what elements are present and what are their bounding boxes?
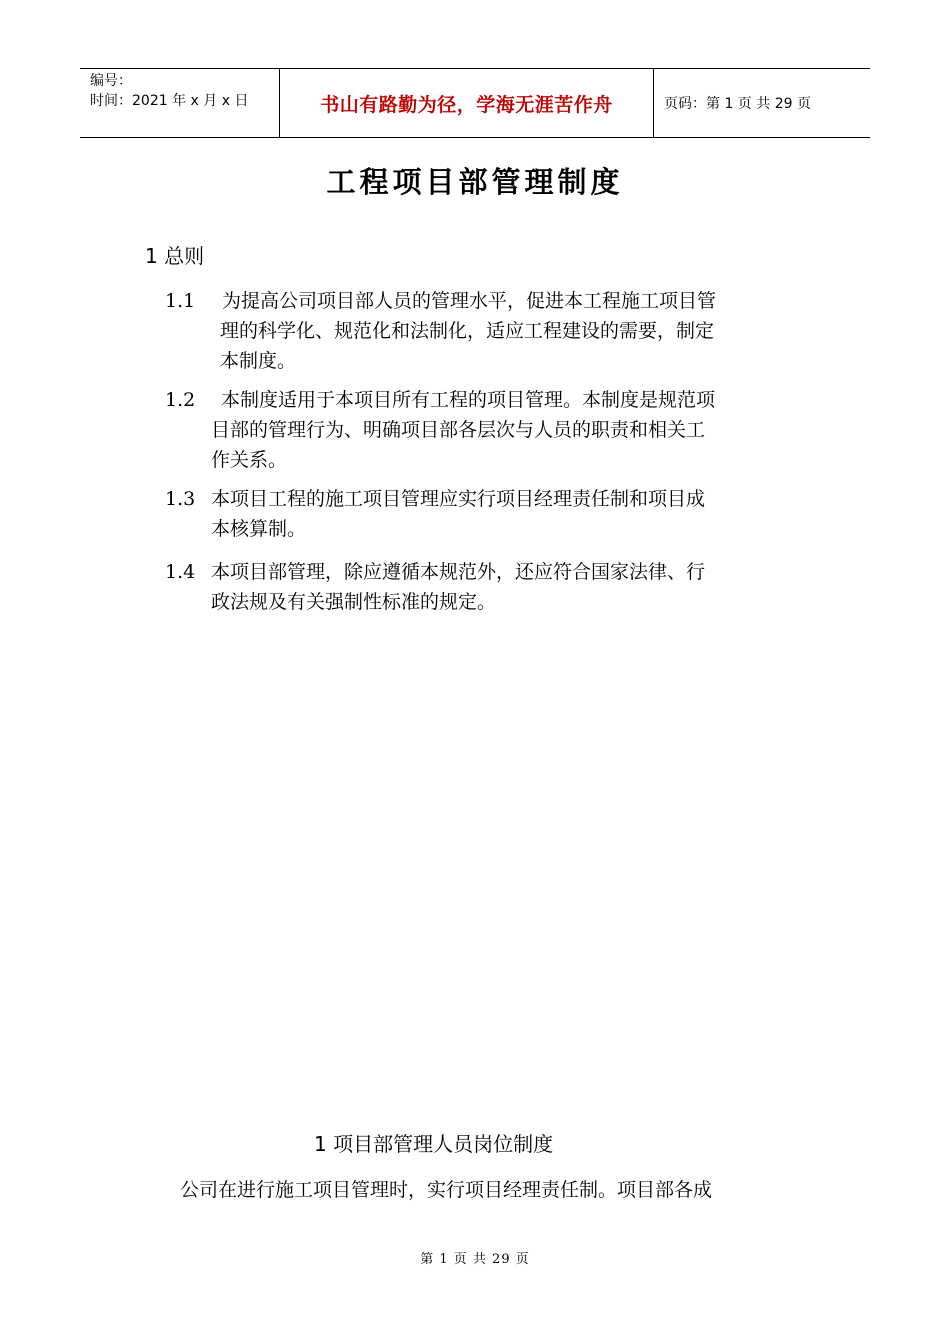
clause-line: 政法规及有关强制性标准的规定。: [211, 591, 497, 613]
header-page-cell: [654, 69, 870, 137]
clause-number: 1.1: [165, 290, 196, 312]
clause-line: 为提高公司项目部人员的管理水平，促进本工程施工项目管: [222, 290, 717, 312]
clause-line: 理的科学化、规范化和法制化，适应工程建设的需要，制定: [220, 320, 715, 342]
clause-number: 1.2: [165, 389, 196, 411]
page-header-table: [80, 68, 870, 138]
clause-line: 目部的管理行为、明确项目部各层次与人员的职责和相关工: [211, 419, 706, 441]
clause-1-1: [165, 286, 716, 376]
serial-number-label: 编号：: [90, 73, 132, 89]
clause-line: 本项目部管理，除应遵循本规范外，还应符合国家法律、行: [211, 561, 706, 583]
clause-1-3: [165, 484, 705, 544]
clause-line: 本制度适用于本项目所有工程的项目管理。本制度是规范项: [221, 389, 716, 411]
page-footer: 第 1 页 共 29 页: [420, 1252, 530, 1267]
header-page-label: 页码：第 1 页 共 29 页: [664, 96, 811, 112]
document-title: 工程项目部管理制度: [326, 165, 624, 199]
clause-line: 本核算制。: [211, 518, 307, 540]
clause-line: 本项目工程的施工项目管理应实行项目经理责任制和项目成: [211, 488, 706, 510]
section-heading-staff-positions: 1 项目部管理人员岗位制度: [314, 1132, 554, 1156]
clause-1-2: [165, 385, 715, 475]
header-left-cell: [80, 69, 280, 137]
body-paragraph: 公司在进行施工项目管理时，实行项目经理责任制。项目部各成: [180, 1179, 713, 1201]
motto-text: 书山有路勤为径，学海无涯苦作舟: [320, 93, 613, 116]
date-label: 时间：2021 年 x 月 x 日: [90, 93, 249, 109]
clause-number: 1.3: [165, 488, 196, 510]
clause-line: 本制度。: [220, 350, 297, 372]
header-motto-cell: [280, 69, 654, 137]
clause-line: 作关系。: [211, 449, 288, 471]
clause-1-4: [165, 557, 705, 617]
clause-number: 1.4: [165, 561, 196, 583]
section-heading-general: 1 总则: [145, 244, 205, 268]
